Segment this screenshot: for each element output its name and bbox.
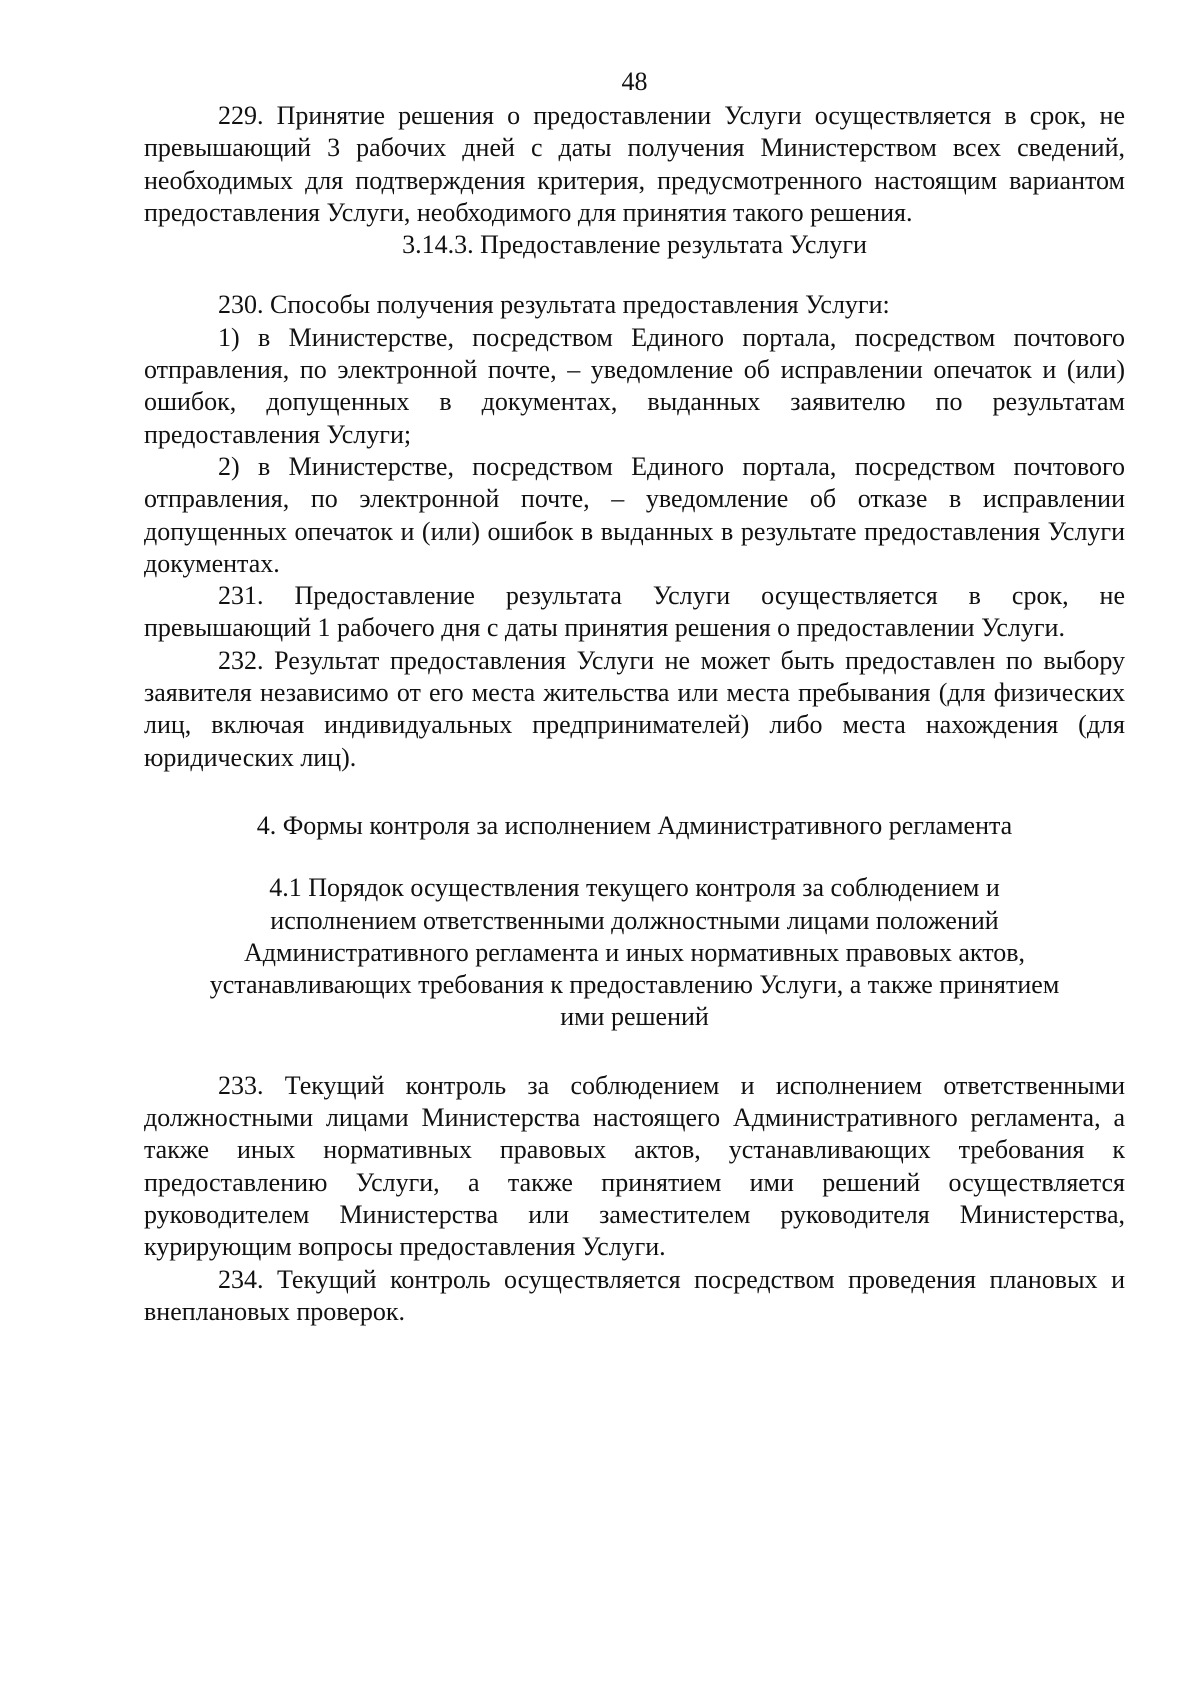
heading-4-1-line: 4.1 Порядок осуществления текущего контроля за соблюдением и (269, 873, 1000, 903)
heading-4-1-line: исполнением ответственными должностными лицами положений (270, 905, 999, 935)
heading-4-1-line: ими решений (560, 1002, 709, 1032)
paragraph-234: 234. Текущий контроль осуществляется посредством проведения плановых и внеплановых проверок. (144, 1264, 1125, 1326)
paragraph-230: 230. Способы получения результата предоставления Услуги: (218, 290, 890, 320)
section-heading-4: 4. Формы контроля за исполнением Административного регламента (256, 810, 1013, 840)
paragraph-232: 232. Результат предоставления Услуги не может быть предоставлен по выбору заявителя независимо от его места жительства или места пребывания (для физических лиц, включая индивидуальных предпринимателей) либо места нахождения (для юридических лиц). (144, 645, 1125, 772)
heading-4-1-line: устанавливающих требования к предоставлению Услуги, а также принятием (209, 970, 1060, 1000)
subsection-heading-4-1 (144, 872, 1125, 1033)
subsection-heading-3-14-3: 3.14.3. Предоставление результата Услуги (402, 230, 867, 260)
heading-4-1-line: Административного регламента и иных нормативных правовых актов, (243, 937, 1026, 967)
paragraph-230-item-2: 2) в Министерстве, посредством Единого портала, посредством почтового отправления, по электронной почте, – уведомление об отказе в исправлении допущенных опечаток и (или) ошибок в выданных в результате предоставления Услуги документах. (144, 451, 1125, 578)
paragraph-233: 233. Текущий контроль за соблюдением и исполнением ответственными должностными лицами Министерства настоящего Административного регламента, а также иных нормативных правовых актов, устанавливающих требования к предоставлению Услуги, а также принятием ими решений осуществляется руководителем Министерства или заместителем руководителя Министерства, курирующим вопросы предоставления Услуги. (144, 1070, 1125, 1262)
page-number: 48 (621, 67, 648, 96)
paragraph-230-item-1: 1) в Министерстве, посредством Единого портала, посредством почтового отправления, по электронной почте, – уведомление об исправлении опечаток и (или) ошибок, допущенных в документах, выданных заявителю по результатам предоставления Услуги; (144, 322, 1125, 449)
document-page (144, 66, 1125, 1328)
paragraph-231: 231. Предоставление результата Услуги осуществляется в срок, не превышающий 1 рабочего дня с даты принятия решения о предоставлении Услуги. (144, 581, 1125, 643)
paragraph-229: 229. Принятие решения о предоставлении Услуги осуществляется в срок, не превышающий 3 рабочих дней с даты получения Министерством всех сведений, необходимых для подтверждения критерия, предусмотренного настоящим вариантом предоставления Услуги, необходимого для принятия такого решения. (144, 101, 1125, 227)
